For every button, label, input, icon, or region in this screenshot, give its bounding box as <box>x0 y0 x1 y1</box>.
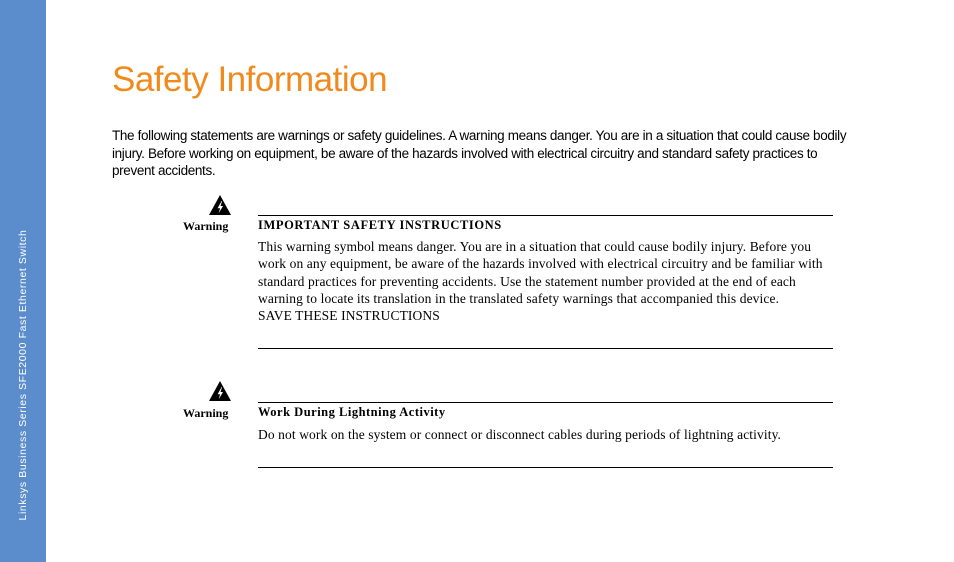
page-title: Safety Information <box>112 60 388 99</box>
warning-top-rule <box>258 215 833 216</box>
warning-lightning-icon <box>208 380 232 402</box>
warning-bottom-rule <box>258 467 833 468</box>
sidebar-running-title: Linksys Business Series SFE2000 Fast Ethernet Switch <box>17 229 29 521</box>
warning-bottom-rule <box>258 348 833 349</box>
warning-label: Warning <box>183 406 229 420</box>
warning-top-rule <box>258 402 833 403</box>
warning-title: Work During Lightning Activity <box>258 405 446 419</box>
warning-label: Warning <box>183 219 229 233</box>
warning-body-text: This warning symbol means danger. You are in a situation that could cause bodily injury. Before you work on any equipment, be aware of the hazards involved with electrical circuitry and be familiar with standard practices for preventing accidents. Use the statement number provided at the end of each warning to locate its translation in the translated safety warnings that accompanied this device. <box>258 239 823 306</box>
warning-body <box>258 238 838 324</box>
sidebar <box>0 0 46 562</box>
warning-footer-text: SAVE THESE INSTRUCTIONS <box>258 308 440 324</box>
warning-lightning-icon <box>208 194 232 216</box>
warning-body-text: Do not work on the system or connect or disconnect cables during periods of lightning activity. <box>258 427 782 442</box>
intro-paragraph: The following statements are warnings or safety guidelines. A warning means danger. You are in a situation that could cause bodily injury. Before working on equipment, be aware of the hazards involved with electrical circuitry and standard safety practices to prevent accidents. <box>112 128 847 178</box>
warning-title: IMPORTANT SAFETY INSTRUCTIONS <box>258 218 502 232</box>
warning-body <box>258 426 818 443</box>
